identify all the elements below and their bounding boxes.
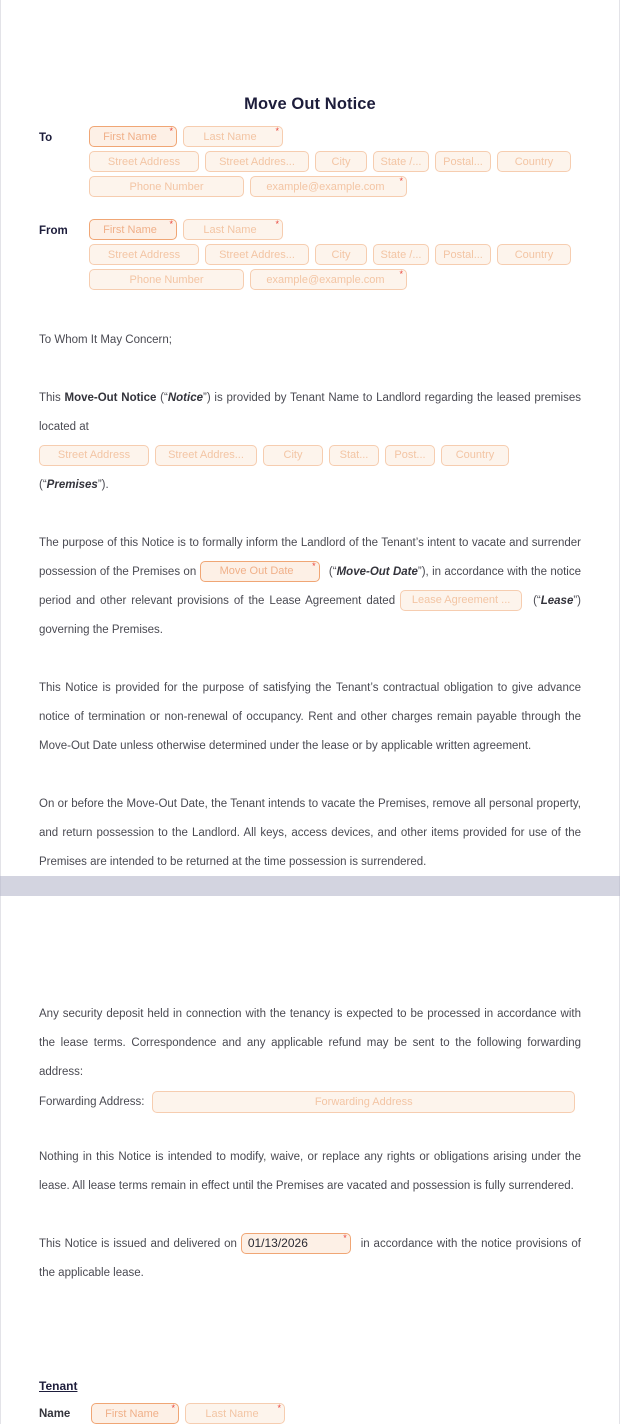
to-street-address-input[interactable]: Street Address [89,151,199,172]
from-country-input[interactable]: Country [497,244,571,265]
from-last-name-input[interactable] [183,219,283,240]
premises-street-address-input[interactable]: Street Address [39,445,149,466]
p1-text-2: (“ [156,392,168,404]
to-state-input[interactable]: State /... [373,151,429,172]
p2-bold-move-out-date: Move-Out Date [336,566,418,578]
p1-text-5: ”). [97,479,109,491]
from-city-input[interactable]: City [315,244,367,265]
salutation: To Whom It May Concern; [39,334,172,346]
from-phone-input[interactable]: Phone Number [89,269,244,290]
premises-country-input[interactable]: Country [441,445,509,466]
p1-bold-notice: Move-Out Notice [64,392,157,404]
tenant-last-name-input[interactable] [185,1403,285,1424]
tenant-last-name-placeholder: Last Name [205,1407,259,1420]
p2-bold-lease: Lease [540,595,574,607]
premises-street-address-2-input[interactable]: Street Addres... [155,445,257,466]
to-email-placeholder: example@example.com [266,180,385,193]
premises-city-input[interactable]: City [263,445,323,466]
paragraph-no-modification: Nothing in this Notice is intended to modify, waive, or replace any rights or obligations arising under the lease. All lease terms remain in effect until the Premises are vacated and possession is fully surrendered. [39,1151,581,1192]
to-contact-row [89,176,585,197]
tenant-section-heading: Tenant [39,1379,78,1393]
paragraph-advance-notice: This Notice is provided for the purpose of satisfying the Tenant’s contractual obligation to give advance notice of termination or non-renewal of occupancy. Rent and other charges remain payable through the Move-Out Date unless otherwise determined under the lease or by applicable written agreement. [39,682,581,752]
to-address-row [89,151,585,172]
document-body-page-2 [1,1000,619,1424]
p8-text-2: in accordance with the notice provisions of the applicable lease. [39,1238,581,1279]
from-contact-row [89,269,585,290]
p2-text-4: (“ [528,595,541,607]
move-out-date-input[interactable] [200,561,320,582]
required-asterisk: * [275,219,279,229]
p1-italic-notice: Notice [167,392,203,404]
from-street-address-2-input[interactable]: Street Addres... [205,244,309,265]
premises-postal-input[interactable]: Post... [385,445,435,466]
from-last-name-placeholder: Last Name [203,223,257,236]
move-out-date-placeholder: Move Out Date [219,565,294,578]
to-first-name-placeholder: First Name [103,130,157,143]
from-address-row [89,244,585,265]
tenant-name-label: Name [39,1407,71,1420]
to-phone-input[interactable]: Phone Number [89,176,244,197]
p1-text-4: (“ [39,479,47,491]
from-first-name-input[interactable] [89,219,177,240]
required-asterisk: * [169,219,173,229]
to-name-row [89,126,585,147]
document-page-2 [0,896,620,1424]
issue-date-input[interactable] [241,1233,351,1254]
p8-text-1: This Notice is issued and delivered on [39,1238,237,1250]
to-postal-input[interactable]: Postal... [435,151,491,172]
premises-state-input[interactable]: Stat... [329,445,379,466]
tenant-name-row [39,1403,581,1424]
to-street-address-2-input[interactable]: Street Addres... [205,151,309,172]
p2-text-3: ”), in accordance with the notice period and other relevant provisions of the Lease Agreement dated [39,566,582,607]
p2-text-2: (“ [325,566,337,578]
document-body-page-1 [1,326,619,993]
paragraph-security-deposit: Any security deposit held in connection with the tenancy is expected to be processed in accordance with the lease terms. Correspondence and any applicable refund may be sent to the following forwarding address: [39,1008,581,1078]
paragraph-vacate: On or before the Move-Out Date, the Tenant intends to vacate the Premises, remove all personal property, and return possession to the Landlord. All keys, access devices, and other items provided for use of the Premises are intended to be returned at the time possession is surrendered. [39,798,581,868]
lease-agreement-date-input[interactable]: Lease Agreement ... [400,590,522,611]
required-asterisk: * [399,269,403,279]
to-first-name-input[interactable] [89,126,177,147]
tenant-first-name-input[interactable] [91,1403,179,1424]
p2-text-1: The purpose of this Notice is to formally inform the Landlord of the Tenant’s intent to vacate and surrender possession of the Premises on [39,537,581,578]
required-asterisk: * [343,1233,347,1244]
from-first-name-placeholder: First Name [103,223,157,236]
paragraph-issue-date [39,1230,581,1288]
from-state-input[interactable]: State /... [373,244,429,265]
to-last-name-placeholder: Last Name [203,130,257,143]
required-asterisk: * [171,1403,175,1413]
sender-address-block [1,219,619,294]
p1-italic-premises: Premises [46,479,98,491]
forwarding-address-row [39,1091,581,1113]
issue-date-value: 01/13/2026 [247,1236,308,1251]
from-email-input[interactable] [250,269,407,290]
p1-text-3: ”) is provided by Tenant Name to Landlord regarding the leased premises located at [39,392,581,433]
from-name-row [89,219,585,240]
from-street-address-input[interactable]: Street Address [89,244,199,265]
forwarding-address-label: Forwarding Address: [39,1096,145,1108]
required-asterisk: * [399,176,403,186]
paragraph-purpose [39,529,581,645]
to-city-input[interactable]: City [315,151,367,172]
paragraph-premises [39,384,581,500]
from-postal-input[interactable]: Postal... [435,244,491,265]
required-asterisk: * [275,126,279,136]
from-label: From [39,225,68,237]
required-asterisk: * [277,1403,281,1413]
recipient-address-block [1,126,619,201]
page-title: Move Out Notice [244,95,376,113]
p2-text-5: ”) governing the Premises. [39,595,582,636]
to-email-input[interactable] [250,176,407,197]
from-email-placeholder: example@example.com [266,273,385,286]
to-country-input[interactable]: Country [497,151,571,172]
to-label: To [39,132,53,144]
required-asterisk: * [169,126,173,136]
to-last-name-input[interactable] [183,126,283,147]
tenant-first-name-placeholder: First Name [105,1407,159,1420]
p1-text-1: This [39,392,65,404]
required-asterisk: * [312,561,316,572]
forwarding-address-input[interactable]: Forwarding Address [152,1091,575,1113]
